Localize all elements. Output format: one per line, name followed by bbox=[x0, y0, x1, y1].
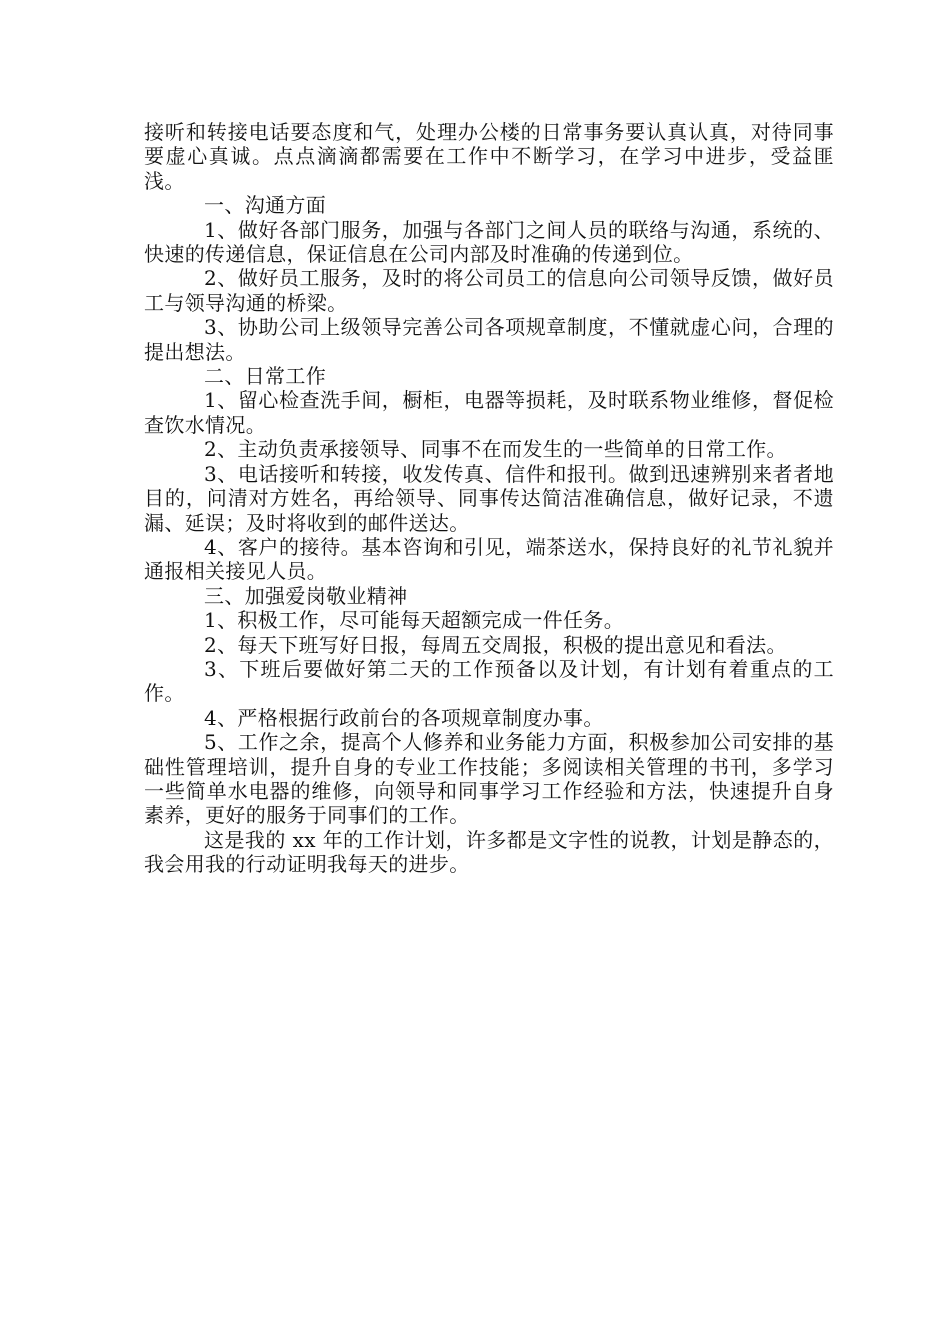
list-item-dedication-5: 5、工作之余，提高个人修养和业务能力方面，积极参加公司安排的基础性管理培训，提升自身的专业工作技能；多阅读相关管理的书刊，多学习一些简单水电器的维修，向领导和同事学习工作经验和方法，快速提升自身素养，更好的服务于同事们的工作。 bbox=[144, 730, 834, 828]
list-item-dedication-1: 1、积极工作，尽可能每天超额完成一件任务。 bbox=[204, 608, 625, 633]
section-heading-dedication: 三、加强爱岗敬业精神 bbox=[204, 583, 408, 608]
list-item-daily-work-1: 1、留心检查洗手间，橱柜，电器等损耗，及时联系物业维修，督促检查饮水情况。 bbox=[144, 388, 834, 437]
section-heading-communication: 一、沟通方面 bbox=[204, 193, 327, 218]
list-item-daily-work-2: 2、主动负责承接领导、同事不在而发生的一些简单的日常工作。 bbox=[204, 437, 787, 462]
list-item-daily-work-3: 3、电话接听和转接，收发传真、信件和报刊。做到迅速辨别来者者地目的，问清对方姓名，再给领导、同事传达简洁准确信息，做好记录，不遗漏、延误；及时将收到的邮件送达。 bbox=[144, 461, 834, 535]
list-item-dedication-4: 4、严格根据行政前台的各项规章制度办事。 bbox=[204, 705, 604, 730]
list-item-dedication-2: 2、每天下班写好日报，每周五交周报，积极的提出意见和看法。 bbox=[204, 632, 787, 657]
paragraph-intro: 接听和转接电话要态度和气，处理办公楼的日常事务要认真认真，对待同事要虚心真诚。点点滴滴都需要在工作中不断学习，在学习中进步，受益匪浅。 bbox=[144, 120, 834, 193]
list-item-communication-3: 3、协助公司上级领导完善公司各项规章制度，不懂就虚心问，合理的提出想法。 bbox=[144, 315, 834, 364]
document-body bbox=[144, 120, 834, 877]
list-item-daily-work-4: 4、客户的接待。基本咨询和引见，端茶送水，保持良好的礼节礼貌并通报相关接见人员。 bbox=[144, 534, 834, 584]
list-item-dedication-3: 3、下班后要做好第二天的工作预备以及计划，有计划有着重点的工作。 bbox=[144, 656, 834, 706]
section-heading-daily-work: 二、日常工作 bbox=[204, 364, 327, 389]
list-item-communication-1: 1、做好各部门服务，加强与各部门之间人员的联络与沟通，系统的、快速的传递信息，保证信息在公司内部及时准确的传递到位。 bbox=[144, 217, 834, 267]
list-item-communication-2: 2、做好员工服务，及时的将公司员工的信息向公司领导反馈，做好员工与领导沟通的桥梁。 bbox=[144, 266, 834, 315]
paragraph-conclusion: 这是我的 xx 年的工作计划，许多都是文字性的说教，计划是静态的，我会用我的行动证明我每天的进步。 bbox=[144, 827, 834, 877]
